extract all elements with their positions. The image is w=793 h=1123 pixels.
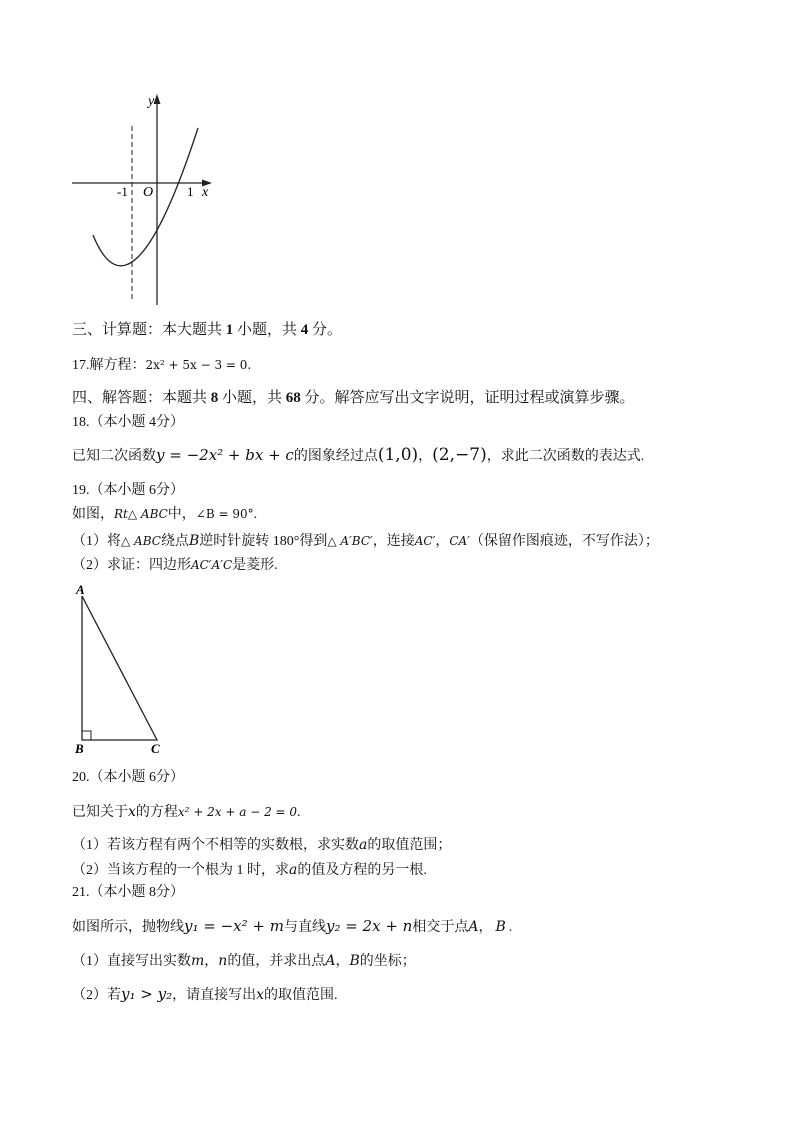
- vertex-c-label: C: [151, 741, 160, 755]
- vertex-b-label: B: [75, 741, 84, 755]
- question-18-separator: ，: [418, 449, 433, 464]
- right-angle-mark: [82, 731, 91, 740]
- q20-equation: x² + 2x + a − 2 = 0: [177, 805, 298, 819]
- q21-inequality: y₁ > y₂: [121, 985, 173, 1003]
- question-17-label: 17.解方程：: [72, 358, 146, 373]
- point-2: (2,−7): [432, 445, 487, 465]
- q21-end: .: [508, 920, 513, 935]
- question-21-line-1: [72, 917, 512, 937]
- question-21-header: 21.（本小题 8分）: [72, 885, 184, 900]
- question-17: [72, 356, 251, 375]
- q19-text: ，连接: [372, 534, 415, 549]
- q21-point-a: A: [468, 919, 479, 935]
- q19-triangle: Rt△ ABC: [114, 507, 168, 521]
- question-18-text-1: 已知二次函数: [72, 449, 156, 464]
- tick-label-neg1: -1: [117, 184, 128, 199]
- question-18-function: y = −2x² + bx + c: [156, 446, 294, 464]
- question-20-line-1: [72, 803, 301, 822]
- question-18-header: 18.（本小题 4分）: [72, 415, 184, 430]
- question-18-text-2: 的图象经过点: [293, 449, 378, 464]
- q19-text: 绕点: [160, 534, 189, 549]
- q20-text: 已知关于: [72, 805, 128, 820]
- triangle-abc: [82, 596, 157, 740]
- question-20-line-2: [72, 836, 451, 855]
- q20-text: 的方程: [135, 805, 178, 820]
- q19-text: （保留作图痕迹，不写作法）；: [469, 534, 659, 549]
- question-20-header: 20.（本小题 6分）: [72, 770, 184, 785]
- question-19-header: 19.（本小题 6分）: [72, 483, 184, 498]
- question-18-body: [72, 446, 644, 466]
- q19-segment-1: AC′: [414, 534, 436, 548]
- q21-text: 相交于点: [412, 920, 469, 935]
- x-label: x: [202, 185, 209, 200]
- q19-angle: ∠B = 90°: [195, 507, 254, 521]
- parabola-graph: [60, 88, 230, 313]
- question-21-line-3: [72, 985, 338, 1005]
- section-4-text-end: 分。解答应写出文字说明，证明过程或演算步骤。: [304, 390, 635, 406]
- q19-text: 是菱形.: [232, 558, 278, 573]
- q21-text: 的值，并求出点: [227, 954, 326, 969]
- q20-part2: （2）当该方程的一个根为 1 时，求: [72, 863, 289, 878]
- q21-text: ，: [335, 954, 350, 969]
- q20-part1: （1）若该方程有两个不相等的实数根，求实数: [72, 838, 359, 853]
- q21-point-b: B: [349, 953, 360, 969]
- q20-text: 的值及方程的另一根.: [297, 863, 427, 878]
- y-axis-arrow: [154, 94, 161, 104]
- section-4-heading: [72, 389, 635, 407]
- q19-text: 逆时针旋转 180°得到: [199, 534, 328, 549]
- section-4-text-mid: 小题，共: [222, 390, 283, 406]
- q21-point-a: A: [325, 953, 336, 969]
- q19-triangle-abc: △ ABC: [121, 534, 161, 548]
- question-19-line-1: [72, 505, 257, 524]
- q20-variable-a: a: [289, 862, 298, 878]
- q19-text: 如图，: [72, 507, 114, 522]
- question-17-equation: 2x² + 5x − 3 = 0: [145, 358, 248, 372]
- q19-part1-label: （1）将: [72, 534, 121, 549]
- tick-label-1: 1: [187, 184, 194, 199]
- q21-text: 与直线: [283, 920, 326, 935]
- q21-text: ，: [478, 920, 493, 935]
- triangle-figure: [68, 580, 178, 755]
- q19-segment-2: CA′: [449, 534, 470, 548]
- q20-end: .: [297, 805, 301, 820]
- section-3-heading: [72, 321, 342, 339]
- q19-text: ，: [435, 534, 450, 549]
- q21-text: 的取值范围.: [264, 988, 338, 1003]
- question-17-end: .: [247, 358, 251, 373]
- q21-point-b: B: [495, 919, 506, 935]
- q19-triangle-image: △ A′BC′: [327, 534, 373, 548]
- point-1: (1,0): [377, 445, 419, 465]
- q21-part1: （1）直接写出实数: [72, 954, 191, 969]
- question-18-text-3: ，求此二次函数的表达式.: [486, 449, 645, 464]
- q19-quadrilateral: AC′A′C: [191, 558, 233, 572]
- q21-text: ，请直接写出: [172, 988, 257, 1003]
- q19-point-b: B: [188, 533, 200, 549]
- q21-variable-m: m: [191, 953, 205, 969]
- q21-text: 的坐标；: [359, 954, 416, 969]
- section-3-points: 4: [300, 322, 309, 338]
- q20-text: 的取值范围；: [367, 838, 452, 853]
- section-4-points: 68: [285, 390, 301, 406]
- q19-part2-label: （2）求证：四边形: [72, 558, 191, 573]
- q21-line-function: y₂ = 2x + n: [325, 917, 413, 935]
- q20-variable-a: a: [359, 837, 368, 853]
- q21-variable-n: n: [218, 953, 228, 969]
- vertex-a-label: A: [76, 582, 85, 597]
- q21-parabola-function: y₁ = −x² + m: [184, 917, 284, 935]
- section-3-text-mid: 小题，共: [237, 322, 298, 338]
- question-19-line-2: [72, 532, 659, 551]
- question-20-line-3: [72, 861, 427, 880]
- q19-text-2: 中，: [167, 507, 196, 522]
- q21-text: 如图所示，抛物线: [72, 920, 184, 935]
- q21-text: ，: [204, 954, 219, 969]
- q21-part2: （2）若: [72, 988, 121, 1003]
- q19-end: .: [253, 507, 258, 522]
- question-19-line-3: [72, 556, 278, 575]
- origin-label: O: [143, 185, 154, 200]
- q20-variable-x: x: [128, 804, 136, 820]
- y-label: y: [148, 94, 155, 109]
- section-4-count: 8: [210, 390, 219, 406]
- question-21-line-2: [72, 952, 416, 971]
- section-3-text: 三、计算题：本大题共: [72, 322, 223, 338]
- q21-variable-x: x: [256, 987, 264, 1003]
- section-4-text: 四、解答题：本题共: [72, 390, 208, 406]
- section-3-count: 1: [225, 322, 234, 338]
- section-3-text-end: 分。: [312, 322, 343, 338]
